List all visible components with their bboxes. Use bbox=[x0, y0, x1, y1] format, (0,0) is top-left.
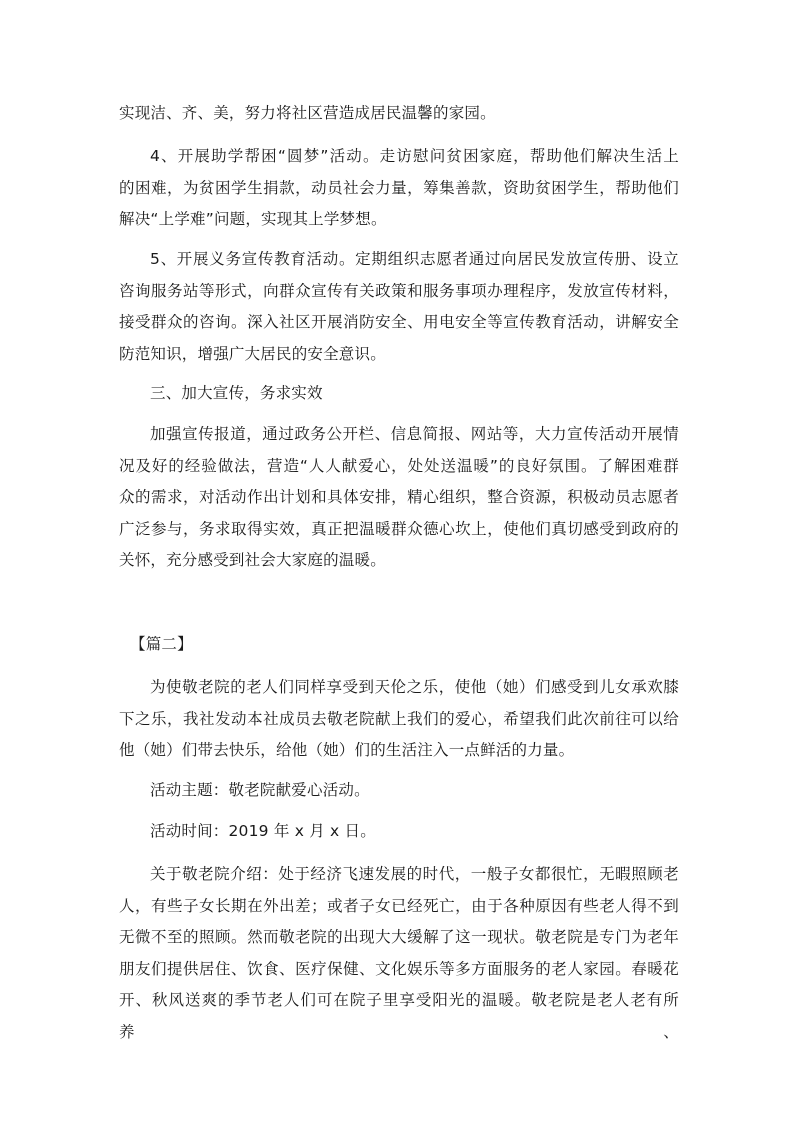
text-line: 活动主题：敬老院献爱心活动。 bbox=[150, 781, 370, 799]
text-line: 解决“上学难”问题，实现其上学梦想。 bbox=[119, 210, 387, 228]
text-line: 接受群众的咨询。深入社区开展消防安全、用电安全等宣传教育活动，讲解安全 bbox=[119, 313, 679, 331]
paragraph-publicity bbox=[119, 419, 679, 577]
paragraph-activity-time bbox=[119, 816, 679, 848]
text-line: 加强宣传报道，通过政务公开栏、信息简报、网站等，大力宣传活动开展情 bbox=[150, 425, 679, 443]
text-line: 防范知识，增强广大居民的安全意识。 bbox=[119, 344, 386, 363]
text-line: 5、开展义务宣传教育活动。定期组织志愿者通过向居民发放宣传册、设立 bbox=[150, 250, 679, 268]
paragraph-item-5 bbox=[119, 244, 679, 370]
text-line: 活动时间：2019 年 x 月 x 日。 bbox=[150, 822, 376, 840]
paragraph-continuation bbox=[119, 98, 679, 130]
section-heading-part2 bbox=[130, 629, 690, 661]
paragraph-activity-theme bbox=[119, 775, 679, 807]
paragraph-intro bbox=[119, 672, 679, 767]
text-line: 众的需求，对活动作出计划和具体安排，精心组织，整合资源，积极动员志愿者 bbox=[119, 488, 679, 506]
text-line: 实现洁、齐、美，努力将社区营造成居民温馨的家园。 bbox=[119, 104, 496, 122]
text-line: 下之乐，我社发动本社成员去敬老院献上我们的爱心，希望我们此次前往可以给 bbox=[119, 709, 679, 728]
text-line: 咨询服务站等形式，向群众宣传有关政策和服务事项办理程序，发放宣传材料， bbox=[119, 281, 679, 300]
text-line: 开、秋风送爽的季节老人们可在院子里享受阳光的温暖。敬老院是老人老有所养、 bbox=[119, 991, 679, 1041]
heading-text: 【篇二】 bbox=[130, 635, 193, 653]
text-line: 人，有些子女长期在外出差；或者子女已经死亡，由于各种原因有些老人得不到 bbox=[119, 896, 679, 915]
section-heading-3 bbox=[119, 378, 679, 410]
paragraph-item-4 bbox=[119, 141, 679, 236]
text-line: 他（她）们带去快乐，给他（她）们的生活注入一点鲜活的力量。 bbox=[119, 741, 575, 759]
paragraph-nursing-home-intro bbox=[119, 859, 679, 1048]
text-line: 关于敬老院介绍：处于经济飞速发展的时代，一般子女都很忙，无暇照顾老 bbox=[150, 865, 679, 883]
text-line: 广泛参与，务求取得实效，真正把温暖群众德心坎上，使他们真切感受到政府的 bbox=[119, 519, 679, 538]
text-line: 无微不至的照顾。然而敬老院的出现大大缓解了这一现状。敬老院是专门为老年 bbox=[119, 928, 679, 946]
text-line: 4、开展助学帮困“圆梦”活动。走访慰问贫困家庭，帮助他们解决生活上 bbox=[150, 147, 679, 165]
text-line: 的困难，为贫困学生捐款，动员社会力量，筹集善款，资助贫困学生，帮助他们 bbox=[119, 178, 679, 197]
text-line: 关怀，充分感受到社会大家庭的温暖。 bbox=[119, 551, 386, 569]
heading-text: 三、加大宣传，务求实效 bbox=[150, 384, 323, 402]
text-line: 朋友们提供居住、饮食、医疗保健、文化娱乐等多方面服务的老人家园。春暖花 bbox=[119, 959, 679, 978]
text-line: 为使敬老院的老人们同样享受到天伦之乐，使他（她）们感受到儿女承欢膝 bbox=[150, 678, 679, 696]
text-line: 况及好的经验做法，营造“人人献爱心，处处送温暖”的良好氛围。了解困难群 bbox=[119, 456, 679, 475]
